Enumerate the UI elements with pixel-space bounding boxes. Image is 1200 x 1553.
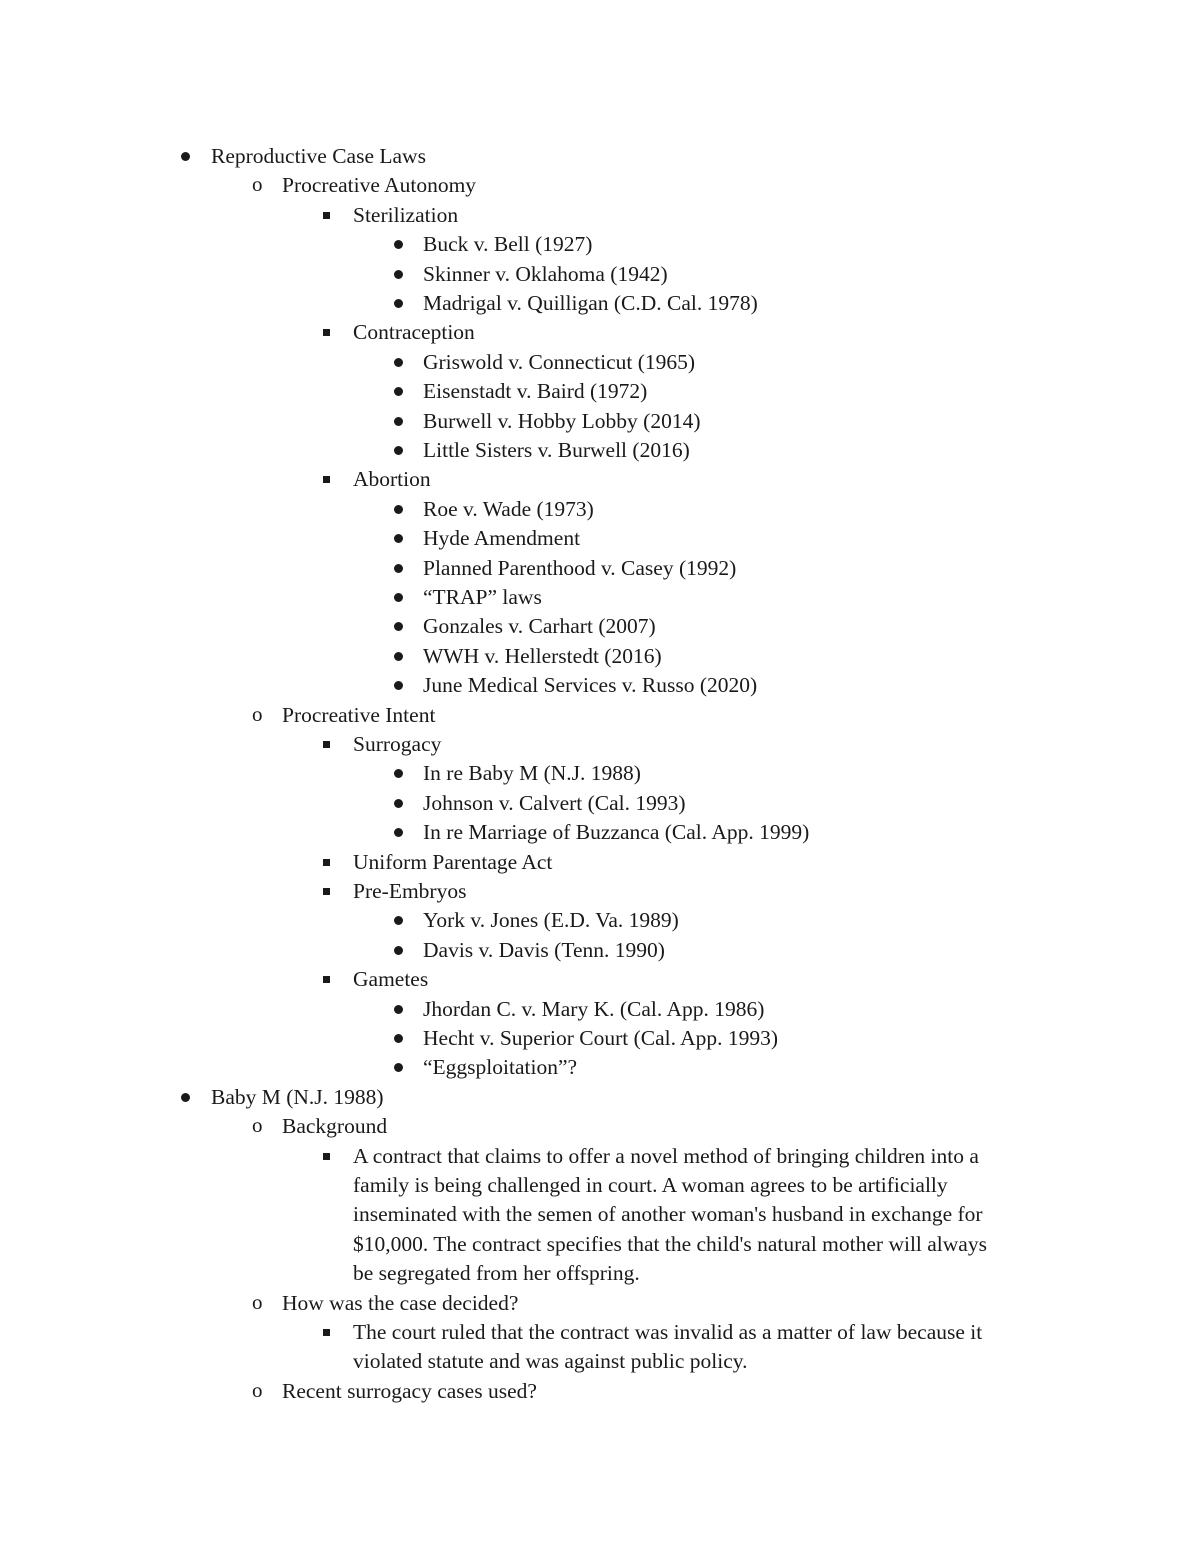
bullet-dot-icon <box>394 358 403 367</box>
outline-item-text: In re Baby M (N.J. 1988) <box>423 761 641 786</box>
bullet-dot-icon <box>394 1063 403 1072</box>
outline-item-text: Johnson v. Calvert (Cal. 1993) <box>423 790 686 815</box>
outline-item-text: Planned Parenthood v. Casey (1992) <box>423 555 737 580</box>
bullet-dot-icon <box>394 1034 403 1043</box>
outline-item-text: Jhordan C. v. Mary K. (Cal. App. 1986) <box>423 996 765 1021</box>
bullet-dot-icon <box>394 240 403 249</box>
outline-item-text: Burwell v. Hobby Lobby (2014) <box>423 408 701 433</box>
bullet-square-icon <box>323 859 330 866</box>
outline-item-text: How was the case decided? <box>282 1290 519 1315</box>
outline-item-text: Background <box>282 1114 388 1139</box>
bullet-square-icon <box>323 212 330 219</box>
bullet-dot-icon <box>394 946 403 955</box>
bullet-dot-icon <box>394 387 403 396</box>
bullet-square-icon <box>323 976 330 983</box>
bullet-square-icon <box>323 741 330 748</box>
outline-item-text: Gametes <box>353 967 429 992</box>
outline-item-text: “Eggsploitation”? <box>423 1055 578 1080</box>
outline-item-text: WWH v. Hellerstedt (2016) <box>423 643 662 668</box>
bullet-dot-icon <box>394 622 403 631</box>
outline-item-text: June Medical Services v. Russo (2020) <box>423 673 758 698</box>
bullet-dot-icon <box>394 828 403 837</box>
bullet-dot-icon <box>394 769 403 778</box>
outline-item-text: Sterilization <box>353 202 459 227</box>
bullet-dot-icon <box>394 681 403 690</box>
outline-item-text: Davis v. Davis (Tenn. 1990) <box>423 937 665 962</box>
bullet-dot-icon <box>394 270 403 279</box>
bullet-dot-icon <box>394 593 403 602</box>
bullet-dot-icon <box>394 299 403 308</box>
bullet-dot-icon <box>394 652 403 661</box>
bullet-dot-icon <box>394 417 403 426</box>
outline-item-text: Abortion <box>353 467 431 492</box>
outline-item-text: Reproductive Case Laws <box>211 144 426 168</box>
outline-item-text: In re Marriage of Buzzanca (Cal. App. 1999) <box>423 820 810 845</box>
outline-item-text: Procreative Intent <box>282 702 436 727</box>
bullet-square-icon <box>323 1329 330 1336</box>
outline-item-text: Eisenstadt v. Baird (1972) <box>423 379 648 404</box>
bullet-circle-icon: o <box>252 1113 263 1138</box>
outline-item-text: York v. Jones (E.D. Va. 1989) <box>423 908 679 933</box>
bullet-square-icon <box>323 1153 330 1160</box>
bullet-square-icon <box>323 888 330 895</box>
bullet-dot-icon <box>394 799 403 808</box>
outline-item-text: Hyde Amendment <box>423 526 581 551</box>
outline-item-text: Contraception <box>353 320 475 345</box>
outline-item-text: Madrigal v. Quilligan (C.D. Cal. 1978) <box>423 291 758 315</box>
outline-item-text: Recent surrogacy cases used? <box>282 1378 537 1403</box>
outline-item-text: Procreative Autonomy <box>282 173 477 198</box>
outline-item-text: violated statute and was against public policy. <box>353 1349 748 1374</box>
outline-item-text: be segregated from her offspring. <box>353 1261 640 1286</box>
bullet-circle-icon: o <box>252 172 263 197</box>
outline-item-text: Roe v. Wade (1973) <box>423 496 594 521</box>
bullet-dot-icon <box>394 534 403 543</box>
outline-item-text: Gonzales v. Carhart (2007) <box>423 614 656 639</box>
bullet-dot-icon <box>394 916 403 925</box>
outline-item-text: Griswold v. Connecticut (1965) <box>423 349 696 374</box>
outline-item-text: “TRAP” laws <box>423 585 542 609</box>
outline-item-text: A contract that claims to offer a novel method of bringing children into a <box>353 1143 979 1168</box>
bullet-dot-icon <box>394 505 403 514</box>
outline-item-text: Buck v. Bell (1927) <box>423 232 593 257</box>
bullet-circle-icon: o <box>252 1289 263 1314</box>
outline-item-text: Hecht v. Superior Court (Cal. App. 1993) <box>423 1026 779 1050</box>
outline-item-text: family is being challenged in court. A woman agrees to be artificially <box>353 1173 948 1197</box>
outline-item-text: Skinner v. Oklahoma (1942) <box>423 261 668 286</box>
outline-item-text: Uniform Parentage Act <box>353 849 553 874</box>
outline-item-text: Pre-Embryos <box>353 879 467 903</box>
outline-item-text: Little Sisters v. Burwell (2016) <box>423 438 690 462</box>
outline-item-text: Baby M (N.J. 1988) <box>211 1084 384 1109</box>
bullet-circle-icon: o <box>252 701 263 726</box>
bullet-dot-icon <box>394 1005 403 1014</box>
bullet-dot-icon <box>394 564 403 573</box>
outline-item-text: $10,000. The contract specifies that the child's natural mother will always <box>353 1231 987 1256</box>
bullet-dot-icon <box>181 152 190 161</box>
outline-item-text: Surrogacy <box>353 732 442 756</box>
outline-item-text: The court ruled that the contract was invalid as a matter of law because it <box>353 1320 983 1344</box>
bullet-square-icon <box>323 329 330 336</box>
bullet-dot-icon <box>394 446 403 455</box>
bullet-dot-icon <box>181 1093 190 1102</box>
bullet-square-icon <box>323 476 330 483</box>
bullet-circle-icon: o <box>252 1377 263 1402</box>
outline-item-text: inseminated with the semen of another woman's husband in exchange for <box>353 1202 983 1227</box>
